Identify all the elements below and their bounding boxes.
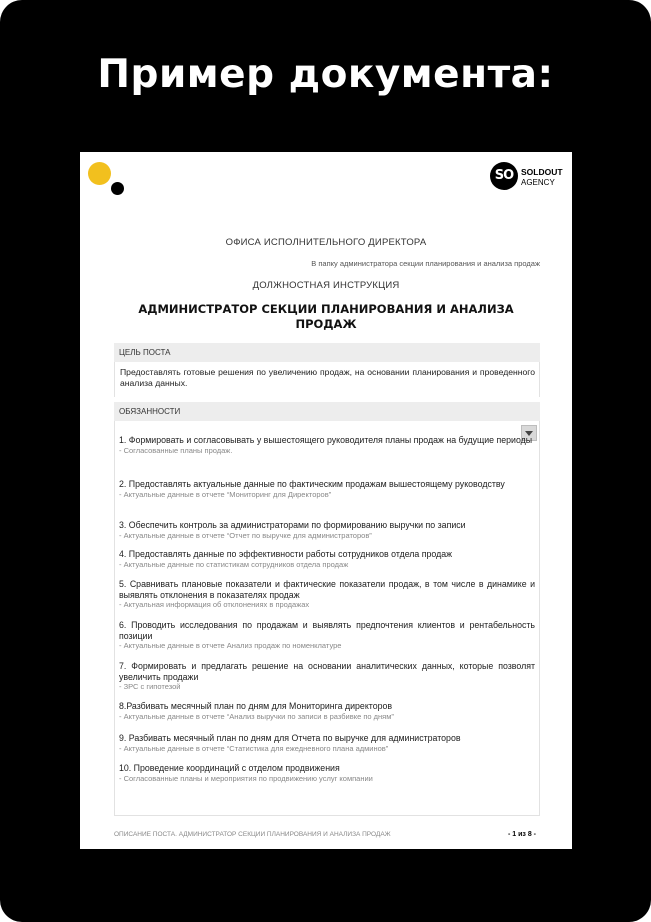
- logo-subtitle: AGENCY: [521, 178, 555, 187]
- logo-mark-icon: SO: [490, 162, 518, 190]
- logo-name: SOLDOUT: [521, 167, 563, 177]
- document-title: АДМИНИСТРАТОР СЕКЦИИ ПЛАНИРОВАНИЯ И АНАЛИЗА ПРОДАЖ: [138, 302, 514, 331]
- duty-item: 10. Проведение координаций с отделом продвижения - Согласованные планы и мероприятия по продвижению услуг компании: [119, 763, 373, 783]
- duty-item: 1. Формировать и согласовывать у вышестоящего руководителя планы продаж на будущие периоды - Согласованные планы продаж.: [119, 435, 533, 455]
- office-line: ОФИСА ИСПОЛНИТЕЛЬНОГО ДИРЕКТОРА: [225, 237, 427, 248]
- footer-text: ОПИСАНИЕ ПОСТА. АДМИНИСТРАТОР СЕКЦИИ ПЛАНИРОВАНИЯ И АНАЛИЗА ПРОДАЖ: [114, 831, 391, 838]
- folder-note: В папку администратора секции планирования и анализа продаж: [311, 259, 540, 268]
- black-dot-icon: [111, 182, 124, 195]
- duty-item: 7. Формировать и предлагать решение на основании аналитических данных, которые позволят увеличить продажи - ЗРС с гипотезой: [119, 661, 535, 691]
- document-page: [80, 152, 572, 849]
- duty-item: 6. Проводить исследования по продажам и выявлять предпочтения клиентов и рентабельность позиции - Актуальные данные в отчете Анализ продаж по номенклатуре: [119, 620, 535, 650]
- purpose-text: Предоставлять готовые решения по увеличению продаж, на основании планирования и проведенного анализа данных.: [114, 362, 540, 397]
- duties-header: ОБЯЗАННОСТИ: [114, 402, 540, 421]
- purpose-header: ЦЕЛЬ ПОСТА: [114, 343, 540, 362]
- yellow-dot-icon: [88, 162, 111, 185]
- duty-item: 4. Предоставлять данные по эффективности работы сотрудников отдела продаж - Актуальные данные по статистикам сотрудников отдела продаж: [119, 549, 453, 569]
- soldout-logo: [490, 162, 570, 192]
- duty-item: 8.Разбивать месячный план по дням для Мониторинга директоров - Актуальные данные в отчете “Анализ выручки по записи в разбивке по дням”: [119, 701, 394, 721]
- duty-item: 9. Разбивать месячный план по дням для Отчета по выручке для администраторов - Актуальные данные в отчете “Статистика для ежедневного плана админов”: [119, 733, 461, 753]
- duty-item: 5. Сравнивать плановые показатели и фактические показатели продаж, в том числе в динамике и выявлять отклонения в показателях продаж - Актуальная информация об отклонениях в продажах: [119, 579, 535, 609]
- duty-item: 3. Обеспечить контроль за администраторами по формированию выручки по записи - Актуальные данные в отчете “Отчет по выручке для администраторов”: [119, 520, 466, 540]
- document-type: ДОЛЖНОСТНАЯ ИНСТРУКЦИЯ: [252, 280, 400, 291]
- page-heading: Пример документа:: [97, 52, 554, 97]
- page-number: - 1 из 8 -: [507, 831, 536, 838]
- duty-item: 2. Предоставлять актуальные данные по фактическим продажам вышестоящему руководству - Актуальные данные в отчете “Мониторинг для Директоров”: [119, 479, 505, 499]
